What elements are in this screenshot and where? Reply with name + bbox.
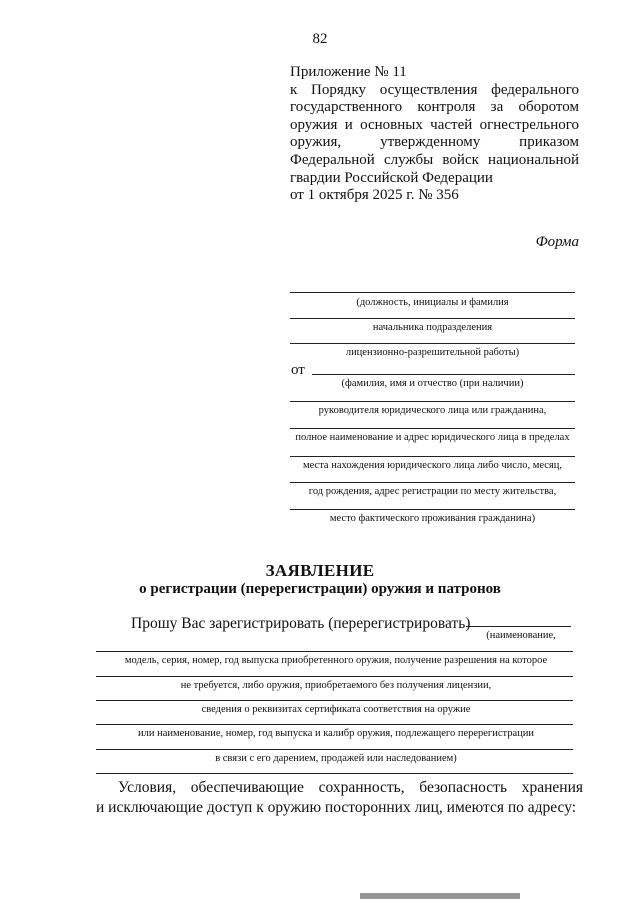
statement-subtitle: о регистрации (перерегистрации) оружия и патронов [139,581,501,597]
field-caption: в связи с его дарением, продажей или наследованием) [215,753,457,764]
appendix-line: государственного контроля за оборотом [290,99,579,116]
field-caption: модель, серия, номер, год выпуска приобретенного оружия, получение разрешения на которое [124,655,548,666]
request-text: Прошу Вас зарегистрировать (перерегистрировать) [131,615,471,632]
fill-line[interactable] [290,456,575,457]
conditions-text: Условия, обеспечивающие сохранность, безопасность хранения [118,779,583,796]
appendix-line: оружия и основных частей огнестрельного [290,116,579,133]
appendix-line: гвардии Российской Федерации [290,169,493,186]
field-caption: начальника подразделения [372,322,493,333]
fill-line[interactable] [290,509,575,510]
page-number: 82 [312,31,328,47]
appendix-line: Федеральной службы войск национальной [290,151,579,168]
form-label: Форма [535,234,579,250]
field-caption: сведения о реквизитах сертификата соответствия на оружие [201,704,471,715]
fill-line[interactable] [96,773,573,774]
fill-line[interactable] [290,292,575,293]
field-caption: (должность, инициалы и фамилия [356,297,509,308]
fill-line[interactable] [312,374,575,375]
fill-line[interactable] [96,651,573,652]
fill-line[interactable] [96,724,573,725]
field-caption: (фамилия, имя и отчество (при наличии) [341,378,524,389]
field-caption: (наименование, [486,630,556,641]
conditions-text: и исключающие доступ к оружию посторонних лиц, имеются по адресу: [96,799,577,816]
fill-line[interactable] [466,626,571,627]
fill-line[interactable] [290,318,575,319]
fill-line[interactable] [290,428,575,429]
fill-line[interactable] [96,749,573,750]
fill-line[interactable] [290,482,575,483]
from-label: от [291,362,305,378]
fill-line[interactable] [96,700,573,701]
field-caption: не требуется, либо оружия, приобретаемого без получения лицензии, [180,680,492,691]
field-caption: или наименование, номер, год выпуска и калибр оружия, подлежащего перерегистрации [137,728,534,739]
field-caption: полное наименование и адрес юридического лица в пределах [295,432,570,443]
statement-title: ЗАЯВЛЕНИЕ [265,561,375,580]
fill-line[interactable] [290,343,575,344]
appendix-title: Приложение № 11 [290,64,407,80]
field-caption: руководителя юридического лица или гражданина, [318,405,547,416]
appendix-block [290,64,579,205]
scan-artifact [360,893,520,899]
field-caption: год рождения, адрес регистрации по месту жительства, [308,486,557,497]
appendix-line: к Порядку осуществления федерального [290,81,579,98]
field-caption: место фактического проживания гражданина) [329,513,536,524]
field-caption: лицензионно-разрешительной работы) [345,347,520,358]
appendix-line: оружия, утвержденному приказом [290,134,579,151]
fill-line[interactable] [290,401,575,402]
fill-line[interactable] [96,676,573,677]
field-caption: места нахождения юридического лица либо число, месяц, [302,460,562,471]
appendix-line: от 1 октября 2025 г. № 356 [290,187,459,204]
